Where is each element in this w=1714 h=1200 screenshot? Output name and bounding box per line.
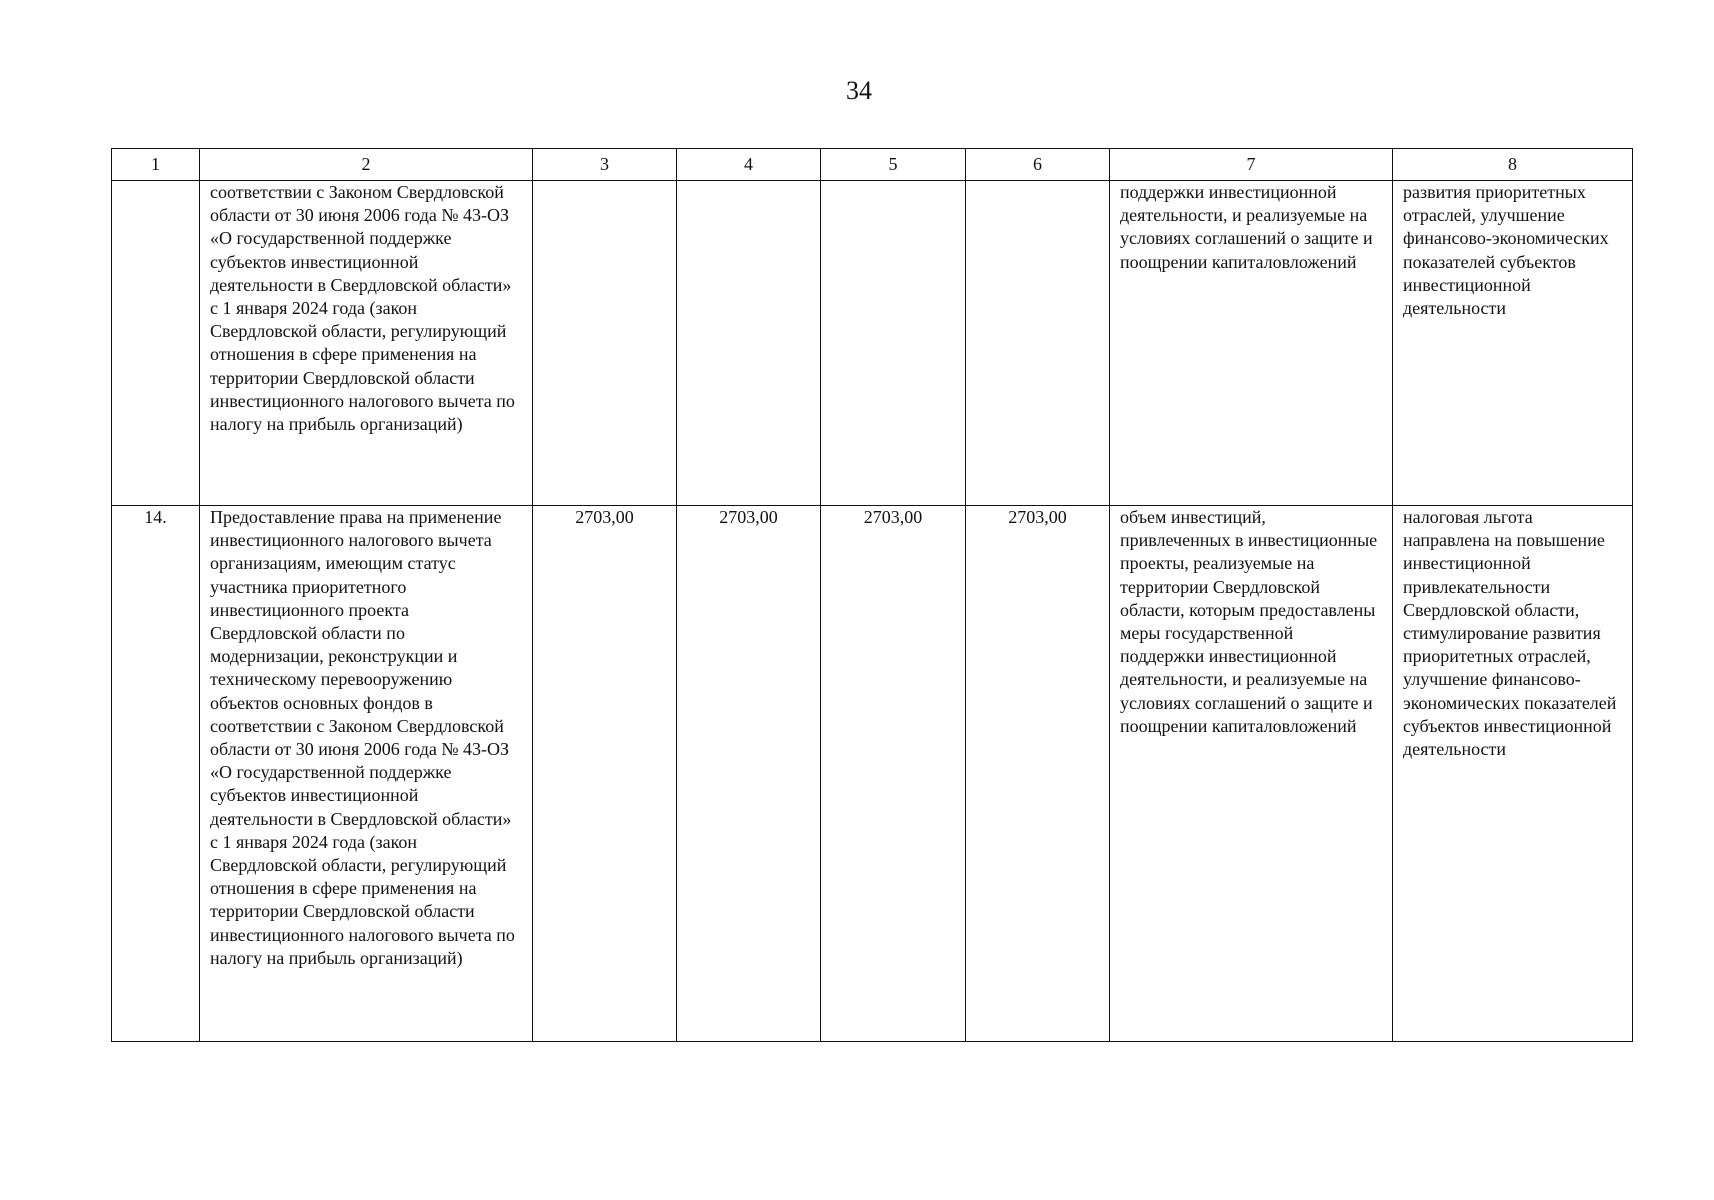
- value-cell-4: 2703,00: [677, 506, 821, 1042]
- value-cell-6: [966, 181, 1110, 506]
- value-cell-6: 2703,00: [966, 506, 1110, 1042]
- measure-description-cell: соответствии с Законом Свердловской области от 30 июня 2006 года № 43-ОЗ «О государственной поддержке субъектов инвестиционной деятельности в Свердловской области» с 1 января 2024 года (закон Свердловской области, регулирующий отношения в сфере применения на территории Свердловской области инвестиционного налогового вычета по налогу на прибыль организаций): [200, 181, 533, 506]
- column-number-header-row: [112, 149, 1633, 181]
- value-cell-3: [533, 181, 677, 506]
- page-number-text: 34: [846, 76, 872, 105]
- table-row: [112, 181, 1633, 506]
- indicator-cell: объем инвестиций, привлеченных в инвестиционные проекты, реализуемые на территории Свердловской области, которым предоставлены меры государственной поддержки инвестиционной деятельности, и реализуемые на условиях соглашений о защите и поощрении капиталовложений: [1110, 506, 1393, 1042]
- column-header-5: 5: [821, 149, 966, 181]
- data-table: [111, 148, 1633, 1042]
- goal-cell: налоговая льгота направлена на повышение инвестиционной привлекательности Свердловской области, стимулирование развития приоритетных отраслей, улучшение финансово-экономических показателей субъектов инвестиционной деятельности: [1393, 506, 1633, 1042]
- value-cell-5: [821, 181, 966, 506]
- value-cell-5: 2703,00: [821, 506, 966, 1042]
- measure-description-cell: Предоставление права на применение инвестиционного налогового вычета организациям, имеющим статус участника приоритетного инвестиционного проекта Свердловской области по модернизации, реконструкции и техническому перевооружению объектов основных фондов в соответствии с Законом Свердловской области от 30 июня 2006 года № 43-ОЗ «О государственной поддержке субъектов инвестиционной деятельности в Свердловской области» с 1 января 2024 года (закон Свердловской области, регулирующий отношения в сфере применения на территории Свердловской области инвестиционного налогового вычета по налогу на прибыль организаций): [200, 506, 533, 1042]
- column-header-2: 2: [200, 149, 533, 181]
- value-cell-4: [677, 181, 821, 506]
- table-row: [112, 506, 1633, 1042]
- column-header-3: 3: [533, 149, 677, 181]
- column-header-1: 1: [112, 149, 200, 181]
- row-number-cell: 14.: [112, 506, 200, 1042]
- column-header-6: 6: [966, 149, 1110, 181]
- column-header-4: 4: [677, 149, 821, 181]
- value-cell-3: 2703,00: [533, 506, 677, 1042]
- column-header-8: 8: [1393, 149, 1633, 181]
- row-number-cell: [112, 181, 200, 506]
- goal-cell: развития приоритетных отраслей, улучшение финансово-экономических показателей субъектов инвестиционной деятельности: [1393, 181, 1633, 506]
- column-header-7: 7: [1110, 149, 1393, 181]
- page-number: [0, 76, 1714, 106]
- indicator-cell: поддержки инвестиционной деятельности, и реализуемые на условиях соглашений о защите и поощрении капиталовложений: [1110, 181, 1393, 506]
